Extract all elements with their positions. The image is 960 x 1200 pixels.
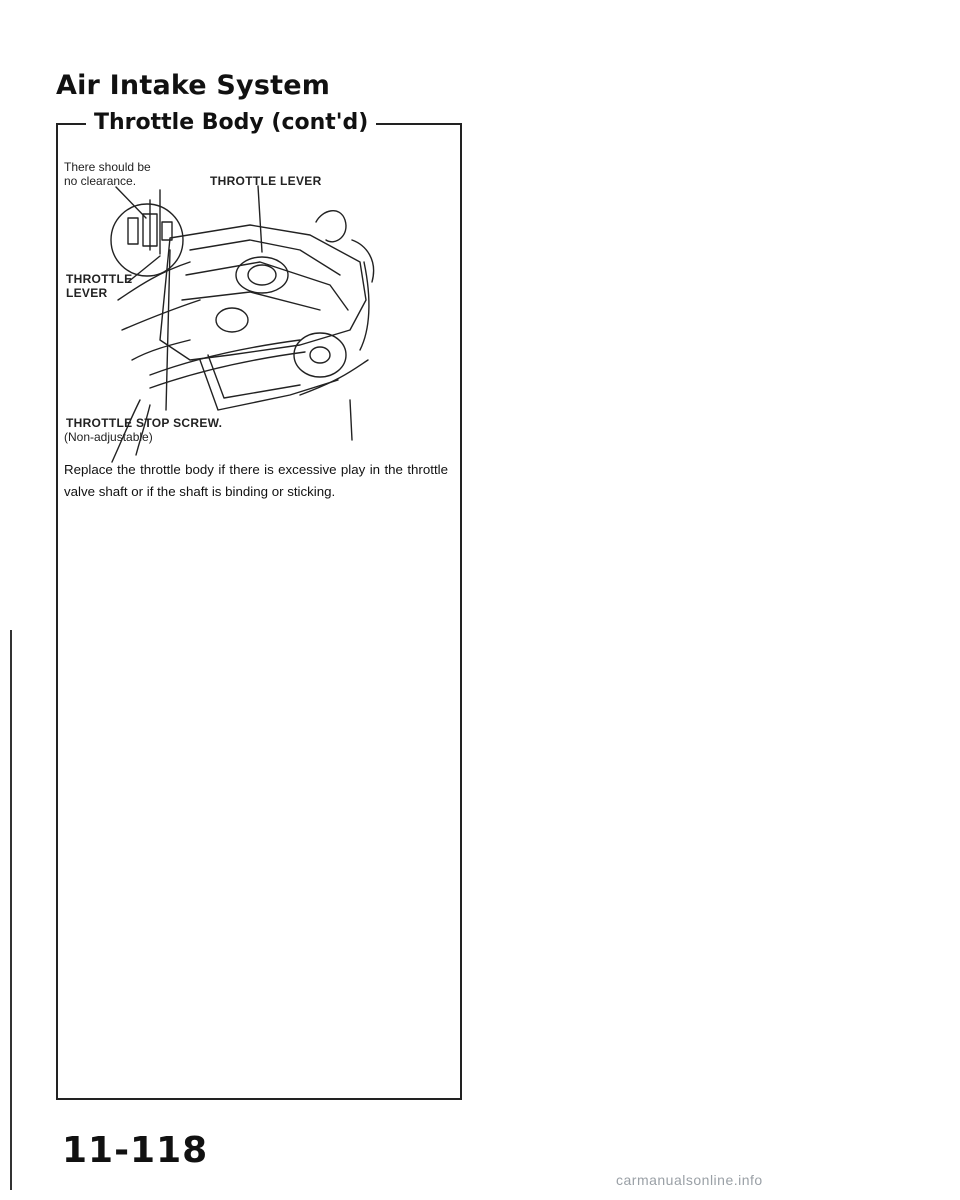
leader-lever-left: [128, 256, 160, 282]
throttle-lever-label-left: [66, 272, 132, 300]
section-title: Air Intake System: [56, 70, 331, 101]
no-clearance-note-line-1: There should be: [64, 160, 151, 174]
throttle-lever-label-left-line-1: THROTTLE: [66, 272, 133, 286]
throttle-lever-label-left-line-2: LEVER: [66, 286, 108, 300]
stop-screw-label: THROTTLE STOP SCREW.: [66, 416, 223, 430]
instruction-paragraph: Replace the throttle body if there is excessive play in the throttle valve shaft or if the shaft is binding or sticking.: [64, 462, 448, 499]
page-number: 11-118: [62, 1130, 209, 1171]
site-watermark[interactable]: carmanualsonline.info: [616, 1172, 763, 1188]
leader-clearance: [116, 187, 146, 218]
sub-title: Throttle Body (cont'd): [86, 110, 376, 135]
no-clearance-note-line-2: no clearance.: [64, 174, 137, 188]
non-adjustable-note: (Non-adjustable): [64, 430, 153, 444]
throttle-lever-label-top: THROTTLE LEVER: [210, 174, 322, 188]
no-clearance-note: [64, 160, 151, 188]
